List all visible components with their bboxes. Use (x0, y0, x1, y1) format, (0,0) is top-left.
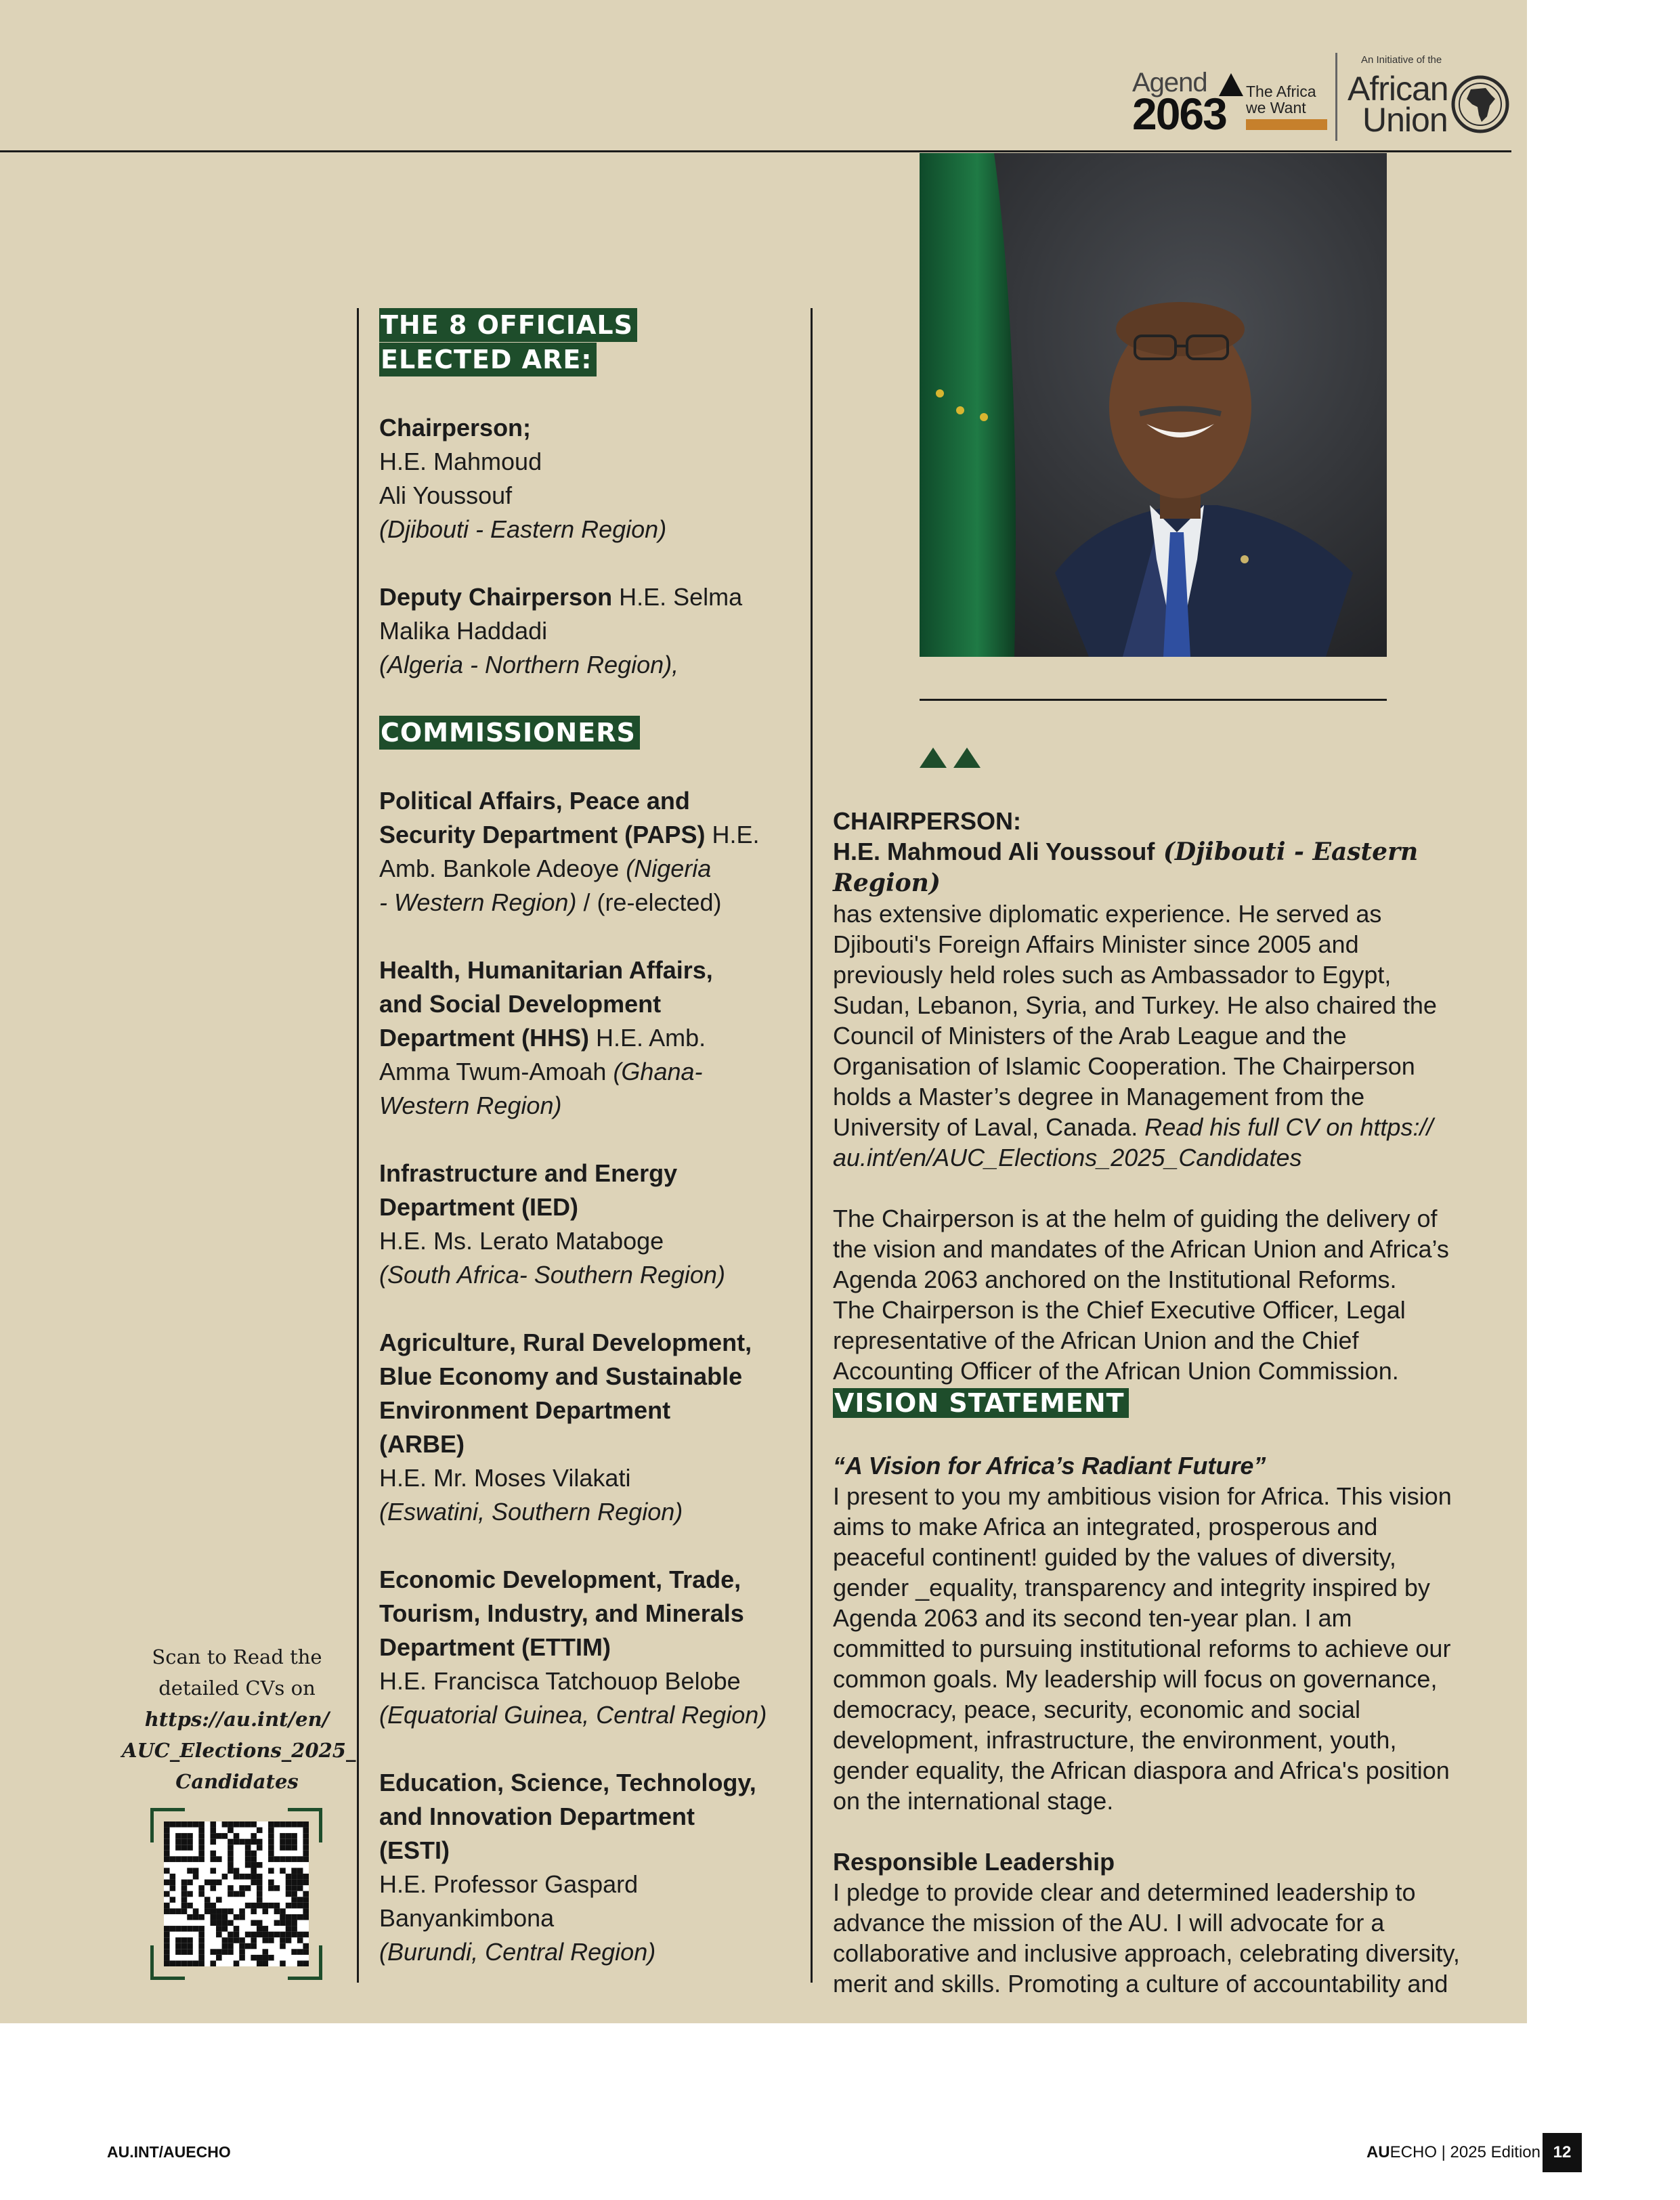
bio-line: Council of Ministers of the Arab League and the (833, 1022, 1347, 1050)
vision-title: “A Vision for Africa’s Radiant Future” (833, 1452, 1266, 1480)
ettim-name: H.E. Francisca Tatchouop Belobe (379, 1667, 741, 1695)
photo-caption-rule (920, 699, 1387, 701)
chairperson-name-line-1: H.E. Mahmoud (379, 448, 542, 475)
role-line: The Chairperson is the Chief Executive Officer, Legal (833, 1296, 1406, 1324)
page-number: 12 (1543, 2133, 1582, 2172)
qr-caption-url-line[interactable]: Candidates (175, 1770, 299, 1793)
bio-line: Organisation of Islamic Cooperation. The Chairperson (833, 1052, 1415, 1080)
footer-edition (1366, 2143, 1541, 2162)
commissioners-heading-text: COMMISSIONERS (379, 716, 640, 750)
ettim-department-line-1: Economic Development, Trade, (379, 1566, 741, 1593)
role-line: The Chairperson is at the helm of guiding the delivery of (833, 1205, 1438, 1232)
qr-caption-url-line[interactable]: https://au.int/en/ (144, 1708, 330, 1731)
esti-name-line-1: H.E. Professor Gaspard (379, 1870, 639, 1898)
vision-line: Agenda 2063 and its second ten-year plan. I am (833, 1604, 1352, 1632)
header-rule (0, 150, 1511, 152)
hhs-department-line-2: and Social Development (379, 990, 662, 1018)
au-logo-initiative: An Initiative of the (1361, 54, 1442, 66)
chairperson-entry (379, 411, 792, 546)
esti-region: (Burundi, Central Region) (379, 1938, 656, 1966)
chairperson-name-line-2: Ali Youssouf (379, 481, 513, 509)
hhs-department-line-1: Health, Humanitarian Affairs, (379, 956, 713, 984)
hhs-region-part-1: (Ghana- (613, 1058, 703, 1085)
officials-heading (379, 308, 792, 377)
qr-caption-line: detailed CVs on (158, 1677, 316, 1700)
leadership-line: I pledge to provide clear and determined leadership to (833, 1878, 1416, 1906)
paps-name-part-1: H.E. (705, 821, 760, 848)
role-line: Agenda 2063 anchored on the Institutional Reforms. (833, 1266, 1397, 1293)
role-line: Accounting Officer of the African Union Commission. (833, 1357, 1399, 1385)
chairperson-portrait-photo (920, 153, 1387, 657)
esti-department-line-1: Education, Science, Technology, (379, 1769, 756, 1796)
role-paragraph (833, 1203, 1496, 1386)
ettim-department-line-3: Department (ETTIM) (379, 1633, 611, 1661)
bio-last-line: University of Laval, Canada. (833, 1113, 1145, 1141)
african-union-logo (1348, 54, 1517, 142)
chairperson-profile-region: (Djibouti - Eastern Region) (833, 838, 1419, 897)
esti-department-line-2: and Innovation Department (379, 1803, 695, 1830)
deputy-label: Deputy Chairperson (379, 583, 613, 611)
esti-department-line-3: (ESTI) (379, 1836, 450, 1864)
paps-region-part-1: (Nigeria (626, 855, 712, 882)
au-logo-line-2: Union (1362, 101, 1448, 139)
qr-code-frame[interactable] (150, 1808, 322, 1980)
ettim-department-line-2: Tourism, Industry, and Minerals (379, 1599, 744, 1627)
hhs-entry (379, 953, 792, 1123)
hhs-name-part-2: Amma Twum-Amoah (379, 1058, 613, 1085)
arbe-department-line-3: Environment Department (379, 1396, 671, 1424)
esti-entry (379, 1766, 792, 1969)
cv-link-part-2[interactable]: au.int/en/AUC_Elections_2025_Candidates (833, 1144, 1302, 1171)
left-column-rule (357, 308, 359, 1983)
arbe-name: H.E. Mr. Moses Vilakati (379, 1464, 631, 1492)
vision-heading (833, 1386, 1496, 1420)
cv-link-part-1[interactable]: Read his full CV on https:// (1144, 1113, 1434, 1141)
ied-name: H.E. Ms. Lerato Mataboge (379, 1227, 664, 1255)
ied-department-line-1: Infrastructure and Energy (379, 1159, 678, 1187)
bio-paragraph (833, 899, 1496, 1173)
agenda-logo-tagline-1: The Africa (1246, 83, 1316, 100)
ied-department-line-2: Department (IED) (379, 1193, 579, 1221)
chairperson-name-line (833, 836, 1496, 899)
bio-line: has extensive diplomatic experience. He served as (833, 900, 1382, 928)
leadership-paragraph (833, 1877, 1496, 1999)
leadership-line: advance the mission of the AU. I will advocate for a (833, 1909, 1385, 1937)
deputy-name-part-1: H.E. Selma (612, 583, 743, 611)
deputy-name-part-2: Malika Haddadi (379, 617, 548, 645)
role-line: representative of the African Union and the Chief (833, 1327, 1359, 1354)
qr-caption-line: Scan to Read the (152, 1645, 322, 1668)
agenda-2063-logo (1132, 61, 1335, 142)
qr-code-icon (164, 1821, 309, 1966)
hhs-name-part-1: H.E. Amb. (589, 1024, 706, 1052)
officials-heading-line-1: THE 8 OFFICIALS (379, 308, 637, 342)
qr-caption-url-line[interactable]: AUC_Elections_2025_ (122, 1739, 356, 1762)
officials-heading-line-2: ELECTED ARE: (379, 343, 597, 376)
hhs-department-line-3: Department (HHS) (379, 1024, 590, 1052)
ettim-entry (379, 1563, 792, 1732)
footer-website[interactable]: AU.INT/AUECHO (107, 2143, 231, 2161)
vision-line: on the international stage. (833, 1787, 1114, 1815)
vision-line: I present to you my ambitious vision for Africa. This vision (833, 1482, 1452, 1510)
bio-line: holds a Master’s degree in Management from the (833, 1083, 1365, 1110)
bio-line: previously held roles such as Ambassador to Egypt, (833, 961, 1392, 989)
agenda-logo-year: 2063 (1132, 89, 1226, 139)
leadership-line: collaborative and inclusive approach, celebrating diversity, (833, 1939, 1460, 1967)
vision-line: peaceful continent! guided by the values of diversity, (833, 1543, 1396, 1571)
vision-line: aims to make Africa an integrated, prosperous and (833, 1513, 1378, 1540)
ied-entry (379, 1157, 792, 1292)
footer-brand-rest: ECHO | 2025 Edition (1390, 2143, 1541, 2161)
vision-line: common goals. My leadership will focus on governance, (833, 1665, 1438, 1693)
chairperson-region: (Djibouti - Eastern Region) (379, 515, 667, 543)
ied-region: (South Africa- Southern Region) (379, 1261, 725, 1289)
middle-column-rule (811, 308, 813, 1983)
decorative-triangles-icon (920, 748, 987, 771)
esti-name-line-2: Banyankimbona (379, 1904, 555, 1932)
arbe-department-line-1: Agriculture, Rural Development, (379, 1329, 752, 1356)
chairperson-label: Chairperson; (379, 414, 532, 441)
commissioners-heading (379, 716, 792, 750)
logo-divider (1335, 53, 1337, 141)
paps-department-line-1: Political Affairs, Peace and (379, 787, 690, 815)
arbe-region: (Eswatini, Southern Region) (379, 1498, 683, 1526)
paps-region-part-2: - Western Region) (379, 888, 577, 916)
bio-line: Sudan, Lebanon, Syria, and Turkey. He also chaired the (833, 991, 1437, 1019)
vision-paragraph (833, 1481, 1496, 1816)
au-emblem-icon (1448, 72, 1513, 137)
chairperson-profile-column (833, 806, 1496, 1999)
bio-line: Djibouti's Foreign Affairs Minister since 2005 and (833, 930, 1359, 958)
deputy-entry (379, 580, 792, 682)
vision-line: gender equality, the African diaspora and Africa's position (833, 1756, 1450, 1784)
paps-reelected: / (re-elected) (576, 888, 722, 916)
vision-line: committed to pursuing institutional reforms to achieve our (833, 1635, 1451, 1662)
arbe-entry (379, 1326, 792, 1529)
paps-entry (379, 784, 792, 920)
vision-heading-text: VISION STATEMENT (833, 1388, 1129, 1418)
vision-line: development, infrastructure, the environment, youth, (833, 1726, 1397, 1754)
role-line: the vision and mandates of the African Union and Africa’s (833, 1235, 1449, 1263)
deputy-region: (Algeria - Northern Region), (379, 651, 679, 678)
hhs-region-part-2: Western Region) (379, 1092, 562, 1119)
arbe-department-line-2: Blue Economy and Sustainable (379, 1362, 743, 1390)
agenda-logo-bar (1246, 119, 1327, 130)
paps-name-part-2: Amb. Bankole Adeoye (379, 855, 626, 882)
vision-line: democracy, peace, security, economic and social (833, 1696, 1361, 1723)
leadership-heading: Responsible Leadership (833, 1848, 1115, 1876)
chairperson-profile-name: H.E. Mahmoud Ali Youssouf (833, 838, 1155, 865)
leadership-line: merit and skills. Promoting a culture of accountability and (833, 1970, 1448, 1998)
officials-column (379, 308, 792, 1969)
ettim-region: (Equatorial Guinea, Central Region) (379, 1701, 767, 1729)
vision-line: gender _equality, transparency and integrity inspired by (833, 1574, 1430, 1601)
arbe-department-line-4: (ARBE) (379, 1430, 465, 1458)
agenda-logo-word: Agend (1132, 68, 1207, 98)
agenda-logo-tagline-2: we Want (1246, 99, 1306, 116)
au-logo-line-1: African (1348, 70, 1448, 108)
qr-caption (122, 1641, 356, 1797)
footer-brand-bold: AU (1366, 2143, 1390, 2161)
chairperson-title: CHAIRPERSON: (833, 807, 1022, 835)
paps-department-line-2: Security Department (PAPS) (379, 821, 706, 848)
